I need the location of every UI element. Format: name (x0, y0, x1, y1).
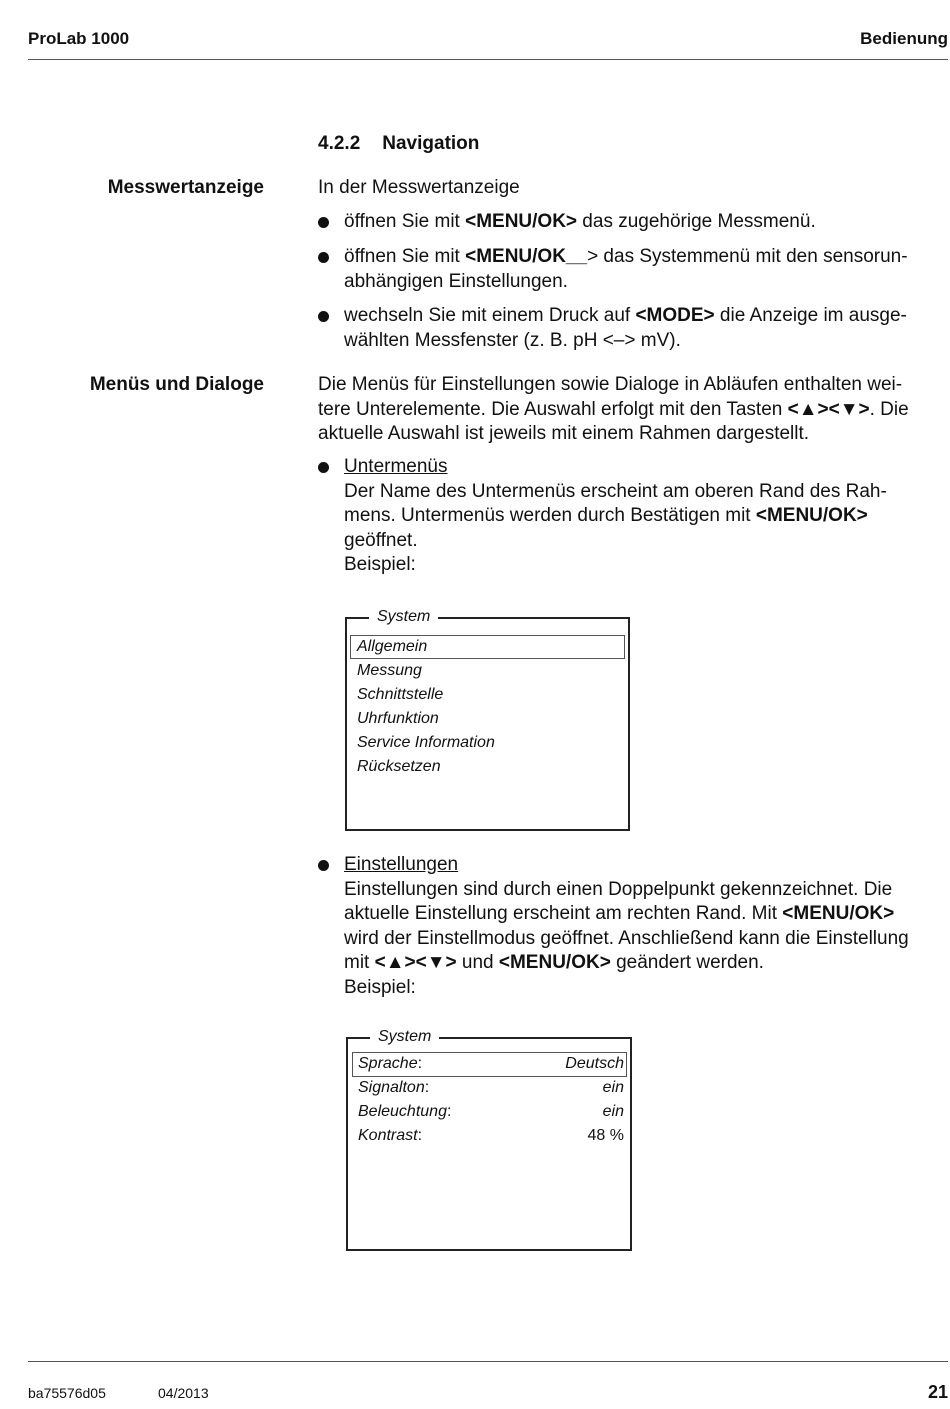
bullet-text: öffnen Sie mit (344, 246, 466, 267)
bullet-text: > das Systemmenü mit den sensorun- (587, 246, 908, 267)
bullet-text: wird der Einstellmodus geöffnet. Anschließend kann die Einstellung (344, 927, 909, 949)
list-item (318, 210, 948, 235)
page-number: 21 (927, 1382, 948, 1402)
header-product: ProLab 1000 (28, 29, 130, 48)
menu-item: Allgemein (357, 638, 428, 655)
setting-name: Signalton (358, 1079, 425, 1096)
key-label: <MENU/OK> (755, 505, 868, 526)
setting-name: Sprache (358, 1055, 418, 1072)
footer-date: 04/2013 (158, 1385, 209, 1401)
menus-paragraph (318, 373, 948, 447)
setting-value: ein (602, 1103, 624, 1120)
key-label: <MENU/OK> (782, 903, 895, 924)
bullet-text: abhängigen Einstellungen. (344, 270, 568, 292)
bullet-text: Beispiel: (344, 976, 416, 998)
setting-name: Kontrast (358, 1127, 418, 1144)
settings-box-title: System (370, 1027, 439, 1047)
paragraph-text: . Die (869, 398, 909, 420)
setting-colon: : (446, 1103, 452, 1120)
header-rule (28, 59, 948, 60)
setting-label (358, 1126, 422, 1146)
bullet-text: mit (344, 952, 375, 973)
setting-label (358, 1078, 429, 1098)
bullet-text: und (456, 952, 499, 973)
side-label-messwert: Messwertanzeige (107, 177, 264, 198)
setting-label (358, 1054, 422, 1074)
messwert-intro: In der Messwertanzeige (318, 177, 520, 198)
list-item (318, 455, 948, 578)
list-item (318, 853, 948, 1000)
key-label: <MENU/OK__ (465, 246, 588, 267)
bullet-text: Beispiel: (344, 554, 416, 575)
paragraph-text: tere Unterelemente. Die Auswahl erfolgt mit den Tasten (318, 398, 788, 420)
bullet-title: Untermenüs (344, 456, 448, 477)
bullet-text: geöffnet. (344, 529, 418, 551)
bullet-text: wechseln Sie mit einem Druck auf (344, 305, 636, 326)
menu-item: Service Information (357, 734, 495, 751)
bullet-text: wählten Messfenster (z. B. pH <–> mV). (344, 329, 681, 351)
bullet-text: Der Name des Untermenüs erscheint am oberen Rand des Rah- (344, 480, 887, 502)
list-item (318, 304, 948, 353)
bullet-icon (318, 462, 329, 473)
bullet-text: die Anzeige im ausge- (714, 305, 907, 326)
bullet-text: geändert werden. (610, 952, 764, 973)
footer-doc-id: ba75576d05 (28, 1385, 106, 1401)
key-label: <MODE> (635, 305, 715, 326)
footer-rule (28, 1361, 948, 1362)
menu-item: Messung (357, 662, 422, 679)
menu-example-box (345, 608, 630, 831)
section-title: Navigation (382, 133, 480, 154)
bullet-title: Einstellungen (344, 854, 459, 875)
section-number: 4.2.2 (318, 133, 361, 154)
key-label: <▲><▼> (787, 398, 870, 420)
setting-value: Deutsch (565, 1055, 624, 1072)
menu-item: Rücksetzen (357, 758, 441, 775)
bullet-icon (318, 860, 329, 871)
header-chapter: Bedienung (860, 29, 948, 48)
setting-label (358, 1102, 451, 1122)
setting-name: Beleuchtung (358, 1103, 447, 1120)
paragraph-text: Die Menüs für Einstellungen sowie Dialoge in Abläufen enthalten wei- (318, 374, 903, 395)
key-label: <▲><▼> (374, 952, 457, 973)
bullet-text: öffnen Sie mit (344, 211, 466, 232)
bullet-icon (318, 217, 329, 228)
menu-box-title: System (369, 607, 438, 627)
section-heading (318, 133, 479, 155)
setting-colon: : (424, 1079, 430, 1096)
bullet-text: mens. Untermenüs werden durch Bestätigen mit (344, 505, 756, 526)
setting-value: ein (602, 1079, 624, 1096)
list-item (318, 245, 948, 294)
bullet-icon (318, 252, 329, 263)
menu-item: Uhrfunktion (357, 710, 439, 727)
bullet-text: aktuelle Einstellung erscheint am rechten Rand. Mit (344, 903, 783, 924)
bullet-icon (318, 311, 329, 322)
settings-example-box (346, 1028, 632, 1251)
paragraph-text: aktuelle Auswahl ist jeweils mit einem Rahmen dargestellt. (318, 423, 810, 444)
setting-colon: : (417, 1127, 423, 1144)
bullet-text: Einstellungen sind durch einen Doppelpunkt gekennzeichnet. Die (344, 878, 893, 900)
bullet-text: das zugehörige Messmenü. (577, 211, 816, 232)
side-label-menus: Menüs und Dialoge (89, 374, 264, 395)
menu-item: Schnittstelle (357, 686, 444, 703)
setting-colon: : (417, 1055, 423, 1072)
key-label: <MENU/OK> (498, 952, 611, 973)
key-label: <MENU/OK> (465, 211, 578, 232)
setting-value: 48 % (587, 1127, 624, 1144)
